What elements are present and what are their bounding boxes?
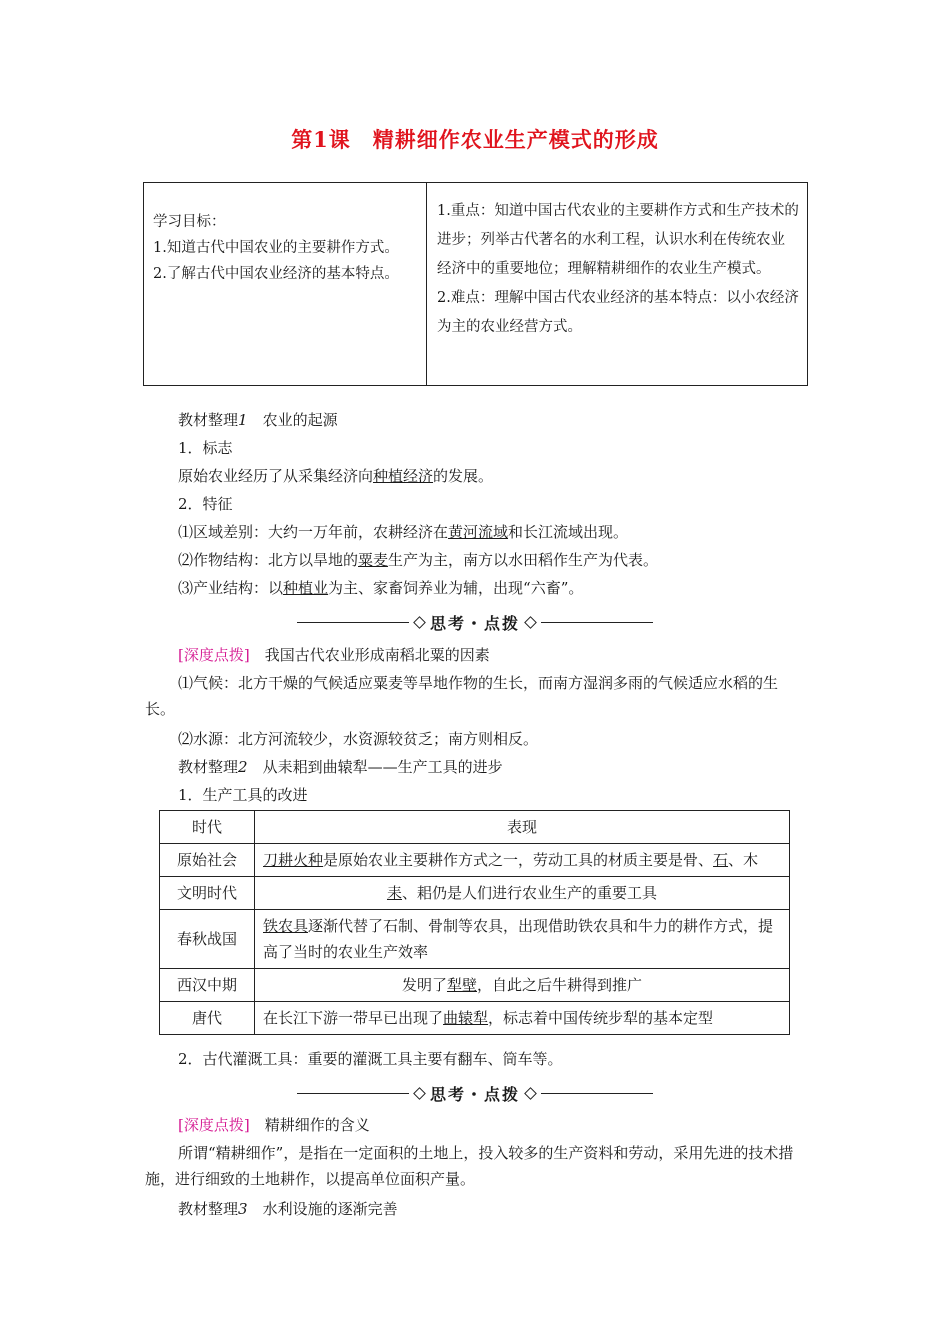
think-divider bbox=[143, 1080, 807, 1106]
deep-tip-title: 精耕细作的含义 bbox=[264, 1116, 370, 1134]
heading-number: 3 bbox=[238, 1200, 248, 1218]
paragraph: 1．生产工具的改进 bbox=[178, 786, 308, 804]
text: 的发展。 bbox=[433, 467, 494, 485]
table-row bbox=[160, 877, 790, 910]
paragraph: ⑵水源：北方河流较少，水资源较贫乏；南方则相反。 bbox=[178, 730, 539, 748]
text: 逐渐代替了石制、骨制等农具，出现借助铁农具和牛力的耕作方式，提高了当时的农业生产效率 bbox=[263, 917, 774, 961]
text: 发明了 bbox=[401, 976, 447, 994]
paragraph bbox=[178, 463, 807, 489]
deep-tip-tag: [深度点拨] bbox=[178, 1116, 250, 1134]
goals-left-cell bbox=[144, 183, 427, 385]
text: ，标志着中国传统步犁的基本定型 bbox=[488, 1009, 714, 1027]
diamond-icon bbox=[413, 1087, 426, 1100]
text: 和长江流域出现。 bbox=[508, 523, 629, 541]
underlined-term: 黄河流域 bbox=[448, 523, 509, 541]
table-row bbox=[160, 1002, 790, 1035]
divider-line bbox=[297, 1093, 409, 1094]
text: ⑵作物结构：北方以旱地的 bbox=[178, 551, 359, 569]
diamond-icon bbox=[524, 1087, 537, 1100]
deep-tip-heading bbox=[178, 1112, 807, 1138]
paragraph bbox=[178, 519, 807, 545]
divider-line bbox=[541, 622, 653, 623]
deep-tip-title: 我国古代农业形成南稻北粟的因素 bbox=[264, 646, 490, 664]
table-header-row bbox=[160, 811, 790, 844]
table-row bbox=[160, 969, 790, 1002]
goals-label: 学习目标： bbox=[153, 214, 226, 230]
era-cell: 文明时代 bbox=[160, 877, 255, 910]
desc-cell bbox=[255, 844, 790, 877]
paragraph: 2．特征 bbox=[178, 495, 233, 513]
desc-cell bbox=[255, 969, 790, 1002]
text: ⑶产业结构：以 bbox=[178, 579, 284, 597]
underlined-term: 犁壁 bbox=[446, 976, 477, 994]
heading-prefix: 教材整理 bbox=[178, 758, 239, 776]
desc-cell bbox=[255, 1002, 790, 1035]
text: 原始农业经历了从采集经济向 bbox=[178, 467, 374, 485]
text: 在长江下游一带早已出现了 bbox=[263, 1009, 444, 1027]
paragraph bbox=[178, 575, 807, 601]
table-row bbox=[160, 844, 790, 877]
text: 是原始农业主要耕作方式之一，劳动工具的材质主要是骨、 bbox=[323, 851, 714, 869]
heading-number: 2 bbox=[238, 758, 248, 776]
era-cell: 唐代 bbox=[160, 1002, 255, 1035]
diamond-icon bbox=[413, 616, 426, 629]
underlined-term: 种植业 bbox=[283, 579, 329, 597]
desc-cell bbox=[255, 877, 790, 910]
diamond-icon bbox=[524, 616, 537, 629]
text: 生产为主，南方以水田稻作生产为代表。 bbox=[388, 551, 659, 569]
learning-goals-box bbox=[143, 182, 808, 386]
paragraph: ⑴气候：北方干燥的气候适应粟麦等旱地作物的生长，而南方湿润多雨的气候适应水稻的生长。 bbox=[145, 674, 779, 718]
deep-tip-tag: [深度点拨] bbox=[178, 646, 250, 664]
table-header-cell: 时代 bbox=[160, 811, 255, 844]
paragraph: 所谓“精耕细作”，是指在一定面积的土地上，投入较多的生产资料和劳动，采用先进的技术措施，进行细致的土地耕作，以提高单位面积产量。 bbox=[145, 1144, 794, 1188]
text: 、木 bbox=[728, 851, 759, 869]
tools-table bbox=[159, 810, 790, 1035]
underlined-term: 粟麦 bbox=[358, 551, 389, 569]
text: ⑴区域差别：大约一万年前，农耕经济在 bbox=[178, 523, 449, 541]
goal-item: 1.知道古代中国农业的主要耕作方式。 bbox=[153, 240, 399, 256]
paragraph: 1．标志 bbox=[178, 439, 233, 457]
paragraph bbox=[178, 547, 807, 573]
underlined-term: 种植经济 bbox=[373, 467, 434, 485]
table-header-cell: 表现 bbox=[255, 811, 790, 844]
underlined-term: 铁农具 bbox=[263, 917, 309, 935]
goal-item: 2.了解古代中国农业经济的基本特点。 bbox=[153, 266, 399, 282]
heading-text: 农业的起源 bbox=[262, 411, 338, 429]
divider-label: 思考・点拨 bbox=[429, 1084, 520, 1104]
section-2-heading bbox=[178, 754, 807, 780]
text: 、耜仍是人们进行农业生产的重要工具 bbox=[402, 884, 658, 902]
heading-text: 从耒耜到曲辕犁——生产工具的进步 bbox=[262, 758, 503, 776]
heading-number: 1 bbox=[238, 411, 248, 429]
era-cell: 原始社会 bbox=[160, 844, 255, 877]
underlined-term: 耒 bbox=[386, 884, 402, 902]
divider-label: 思考・点拨 bbox=[429, 613, 520, 633]
era-cell: 春秋战国 bbox=[160, 910, 255, 969]
text: ，自此之后牛耕得到推广 bbox=[477, 976, 643, 994]
lesson-title: 第1课 精耕细作农业生产模式的形成 bbox=[291, 127, 659, 152]
heading-text: 水利设施的逐渐完善 bbox=[262, 1200, 398, 1218]
heading-prefix: 教材整理 bbox=[178, 411, 239, 429]
section-3-heading bbox=[178, 1196, 807, 1222]
era-cell: 西汉中期 bbox=[160, 969, 255, 1002]
paragraph: 2．古代灌溉工具：重要的灌溉工具主要有翻车、筒车等。 bbox=[178, 1050, 563, 1068]
desc-cell bbox=[255, 910, 790, 969]
text: 为主、家畜饲养业为辅，出现“六畜”。 bbox=[328, 579, 584, 597]
deep-tip-heading bbox=[178, 642, 807, 668]
goals-right-cell bbox=[427, 183, 807, 385]
key-points: 1.重点：知道中国古代农业的主要耕作方式和生产技术的进步；列举古代著名的水利工程，认识水利在传统农业经济中的重要地位；理解精耕细作的农业生产模式。 bbox=[437, 203, 799, 277]
heading-prefix: 教材整理 bbox=[178, 1200, 239, 1218]
underlined-term: 曲辕犁 bbox=[443, 1009, 489, 1027]
underlined-term: 石 bbox=[713, 851, 729, 869]
table-row bbox=[160, 910, 790, 969]
think-divider bbox=[143, 609, 807, 635]
section-1-heading bbox=[178, 407, 807, 433]
difficult-points: 2.难点：理解中国古代农业经济的基本特点：以小农经济为主的农业经营方式。 bbox=[437, 290, 799, 335]
divider-line bbox=[297, 622, 409, 623]
underlined-term: 刀耕火种 bbox=[263, 851, 324, 869]
divider-line bbox=[541, 1093, 653, 1094]
